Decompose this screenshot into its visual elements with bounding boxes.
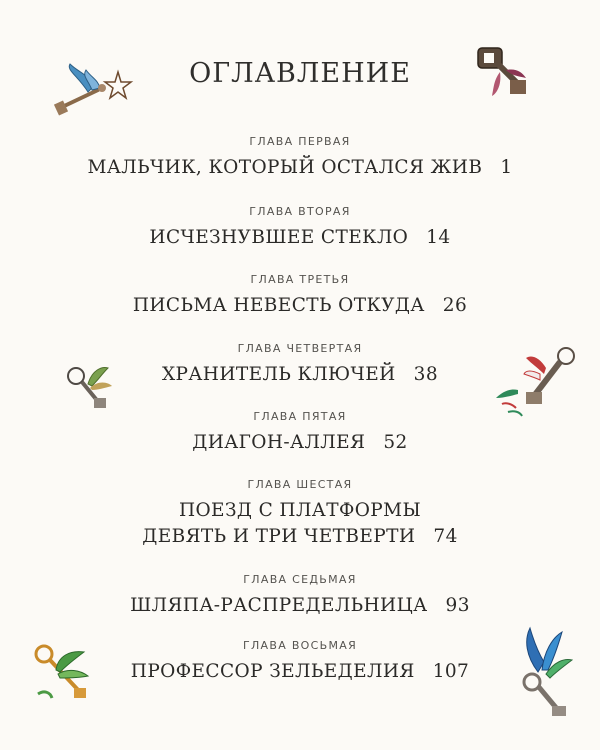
chapter-title	[0, 430, 600, 456]
page-title: ОГЛАВЛЕНИЕ	[189, 58, 411, 89]
flying-key-icon	[488, 342, 580, 422]
page-number: 26	[442, 295, 468, 316]
page-number: 93	[445, 595, 470, 616]
chapter-entry-3[interactable]	[0, 273, 600, 319]
chapter-title-text: МАЛЬЧИК, КОТОРЫЙ ОСТАЛСЯ ЖИВ	[87, 157, 483, 178]
page-number: 74	[433, 526, 458, 547]
page-number: 38	[413, 364, 439, 385]
chapter-entry-6[interactable]	[0, 478, 600, 550]
page-number: 1	[500, 157, 513, 178]
green-winged-key-icon	[28, 640, 98, 706]
chapter-label: ГЛАВА ПЯТАЯ	[253, 410, 347, 423]
chapter-label: ГЛАВА ВТОРАЯ	[249, 205, 351, 218]
chapter-title-text: ИСЧЕЗНУВШЕЕ СТЕКЛО	[149, 227, 409, 248]
chapter-title-text: ПИСЬМА НЕВЕСТЬ ОТКУДА	[132, 295, 425, 316]
chapter-label: ГЛАВА ВОСЬМАЯ	[242, 639, 358, 652]
chapter-entry-2[interactable]	[0, 205, 600, 251]
chapter-label: ГЛАВА ЧЕТВЕРТАЯ	[237, 342, 363, 355]
chapter-title	[0, 593, 600, 619]
chapter-title-line-1: ПОЕЗД С ПЛАТФОРМЫ	[178, 500, 422, 521]
flying-key-icon	[472, 42, 532, 102]
chapter-title-text: ДЕВЯТЬ И ТРИ ЧЕТВЕРТИ	[142, 526, 416, 547]
chapter-label: ГЛАВА ТРЕТЬЯ	[250, 273, 350, 286]
chapter-title	[0, 498, 600, 550]
chapter-title	[0, 225, 600, 251]
chapter-title-text: ПРОФЕССОР ЗЕЛЬЕДЕЛИЯ	[130, 661, 415, 682]
winged-key-with-star-icon	[48, 58, 138, 120]
chapter-title	[0, 293, 600, 319]
chapter-title-text: ХРАНИТЕЛЬ КЛЮЧЕЙ	[161, 364, 396, 385]
chapter-title-text: ДИАГОН-АЛЛЕЯ	[192, 432, 366, 453]
chapter-entry-7[interactable]	[0, 573, 600, 619]
chapter-entry-1[interactable]	[0, 135, 600, 181]
chapter-label: ГЛАВА ПЕРВАЯ	[249, 135, 351, 148]
chapter-title	[0, 155, 600, 181]
blue-winged-key-icon	[498, 622, 578, 722]
chapter-label: ГЛАВА СЕДЬМАЯ	[243, 573, 357, 586]
chapter-title-line-2	[0, 524, 600, 550]
page-number: 14	[426, 227, 451, 248]
winged-key-icon	[62, 358, 118, 414]
page-number: 52	[383, 432, 408, 453]
page-number: 107	[432, 661, 470, 682]
chapter-label: ГЛАВА ШЕСТАЯ	[247, 478, 353, 491]
chapter-title-text: ШЛЯПА-РАСПРЕДЕЛЬНИЦА	[130, 595, 428, 616]
